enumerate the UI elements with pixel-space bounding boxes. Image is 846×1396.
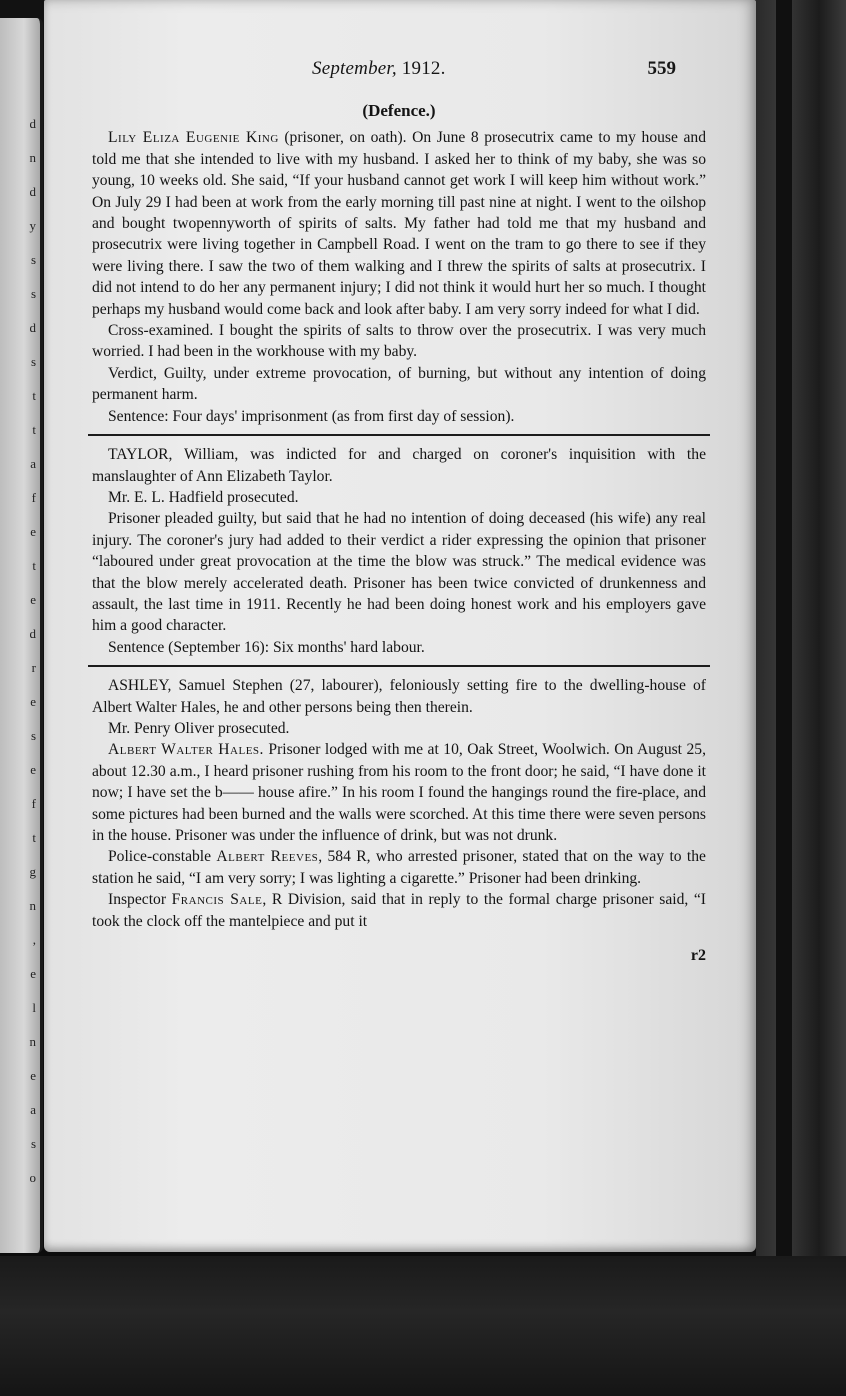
previous-page-letter: f <box>31 490 36 505</box>
previous-page-letter: e <box>30 694 36 709</box>
previous-page-letter: s <box>30 728 36 743</box>
book-page <box>44 0 756 1252</box>
paragraph-text: , 584 R, who arrested prisoner, stated that on the way to the station he said, “I am very sorry; I was lighting a cigarette.” Prisoner had been drinking. <box>92 848 706 887</box>
previous-page-letter: t <box>32 388 36 403</box>
previous-page-letter: e <box>30 966 36 981</box>
paragraph-text: , R Division, said that in reply to the formal charge prisoner said, “I took the clock off the mantelpiece and put it <box>92 891 707 930</box>
previous-page-letter: d <box>29 320 36 335</box>
running-head-month: September, <box>312 58 397 79</box>
paragraph <box>92 718 706 739</box>
previous-page-letter: o <box>29 1170 36 1185</box>
paragraph-text: (27, labourer), feloniously setting fire to the dwelling-house of Albert Walter Hales, he and other persons being then therein. <box>92 677 707 716</box>
previous-page-letter: s <box>30 286 36 301</box>
paragraph <box>92 637 706 658</box>
previous-page-letter: d <box>29 626 36 641</box>
previous-page-letter: y <box>29 218 36 233</box>
previous-page-letter: d <box>29 116 36 131</box>
previous-page-letter: d <box>29 184 36 199</box>
paragraph <box>92 444 706 487</box>
previous-page-letter: t <box>32 830 36 845</box>
previous-page-letter: a <box>30 1102 36 1117</box>
previous-page-letter: e <box>30 524 36 539</box>
paragraph <box>92 675 706 718</box>
case-taylor <box>92 444 706 658</box>
speaker-title: Inspector <box>108 891 172 909</box>
paragraph <box>92 508 706 636</box>
paragraph-text: Prisoner pleaded guilty, but said that he had no intention of doing deceased (his wife) any real injury. The coroner's jury had added to their verdict a rider expressing the opinion that prisoner “laboured under great provocation at the time the blow was struck.” The medical evidence was that the blow merely accelerated death. Prisoner has been twice convicted of drunkenness and assault, the last time in 1911. Recently he had been doing honest work and his employers gave him a good character. <box>92 510 706 635</box>
previous-page-letter: n <box>29 150 36 165</box>
paragraph-text: Sentence (September 16): Six months' hard labour. <box>108 638 425 656</box>
previous-page-letter: r <box>31 660 36 675</box>
speaker-name: Lily Eliza Eugenie King <box>108 129 279 147</box>
previous-page-letter: a <box>30 456 36 471</box>
previous-page-letter: t <box>32 422 36 437</box>
previous-page-letter: e <box>30 1068 36 1083</box>
case-ashley <box>92 675 706 932</box>
case-king-defence <box>92 127 706 427</box>
previous-page-line-endings <box>22 18 36 1253</box>
paragraph-text: Mr. Penry Oliver prosecuted. <box>108 719 290 737</box>
speaker-name: Albert Reeves <box>216 848 319 866</box>
page-number: 559 <box>647 58 676 79</box>
paragraph <box>92 889 706 932</box>
running-head-year: 1912. <box>401 58 446 79</box>
paragraph <box>92 127 706 320</box>
case-divider <box>88 434 710 436</box>
paragraph-text: (prisoner, on oath). On June 8 prosecutrix came to my house and told me that she intended to live with my husband. I asked her to think of my baby, she was so young, 10 weeks old. She said, “If your husband cannot get work I will keep him without work.” On July 29 I had been at work from the early morning till past nine at night. I went to the oilshop and bought twopennyworth of spirits of salts. My father had told me that my husband and prosecutrix were living together in Campbell Road. I went on the tram to go there to see if they were living there. I saw the two of them walking and I threw the spirits of salts at prosecutrix. I did not intend to do her any permanent injury; I did not think it would hurt her so much. I thought perhaps my husband would come back and look after baby. I am very sorry indeed for what I did. <box>92 129 706 318</box>
running-head <box>312 58 446 80</box>
book-binding-edge <box>756 0 846 1396</box>
previous-page-letter: f <box>31 796 36 811</box>
previous-page-letter: s <box>30 1136 36 1151</box>
speaker-name: Francis Sale <box>171 891 263 909</box>
paragraph-text: Prisoner lodged with me at 10, Oak Street, Woolwich. On August 25, about 12.30 a.m., I heard prisoner rushing from his room to the front door; he said, “I have done it now; I have set the b—— house afire.” In his room I found the hangings round the fire-place, and some pictures had been burned and the walls were scorched. At this time there were seven persons in the house. Prisoner was under the influence of drink, but was not drunk. <box>92 741 706 844</box>
paragraph-text: Sentence: Four days' imprisonment (as from first day of session). <box>108 407 515 425</box>
previous-page-letter: e <box>30 762 36 777</box>
speaker-name: Albert Walter Hales. <box>108 741 264 759</box>
previous-page-edge <box>0 18 43 1253</box>
scan-bottom-shadow <box>0 1256 846 1396</box>
paragraph <box>92 487 706 508</box>
paragraph <box>92 846 706 889</box>
previous-page-letter: g <box>29 864 36 879</box>
speaker-name: ASHLEY, Samuel Stephen <box>108 677 283 695</box>
previous-page-letter: n <box>29 898 36 913</box>
page-text-block <box>92 100 707 964</box>
speaker-name: TAYLOR, William, <box>108 446 239 464</box>
previous-page-letter: l <box>32 1000 36 1015</box>
paragraph-text: Cross-examined. I bought the spirits of salts to throw over the prosecutrix. I was very much worried. I had been in the workhouse with my baby. <box>92 322 706 361</box>
paragraph <box>92 739 706 846</box>
page-header <box>44 58 756 88</box>
previous-page-letter: s <box>30 252 36 267</box>
signature-mark: r2 <box>690 946 706 964</box>
previous-page-letter: t <box>32 558 36 573</box>
case-divider <box>88 665 710 667</box>
previous-page-letter: s <box>30 354 36 369</box>
previous-page-letter: n <box>29 1034 36 1049</box>
previous-page-letter: , <box>32 932 36 947</box>
previous-page-letter: e <box>30 592 36 607</box>
paragraph-text: Verdict, Guilty, under extreme provocation, of burning, but without any intention of doing permanent harm. <box>92 364 706 404</box>
paragraph <box>92 320 706 363</box>
paragraph-text: was indicted for and charged on coroner's inquisition with the manslaughter of Ann Elizabeth Taylor. <box>92 446 706 485</box>
speaker-title: Police-constable <box>108 848 217 866</box>
paragraph <box>92 406 706 427</box>
paragraph <box>92 363 706 406</box>
section-heading: (Defence.) <box>362 101 436 120</box>
paragraph-text: Mr. E. L. Hadfield prosecuted. <box>108 488 299 506</box>
